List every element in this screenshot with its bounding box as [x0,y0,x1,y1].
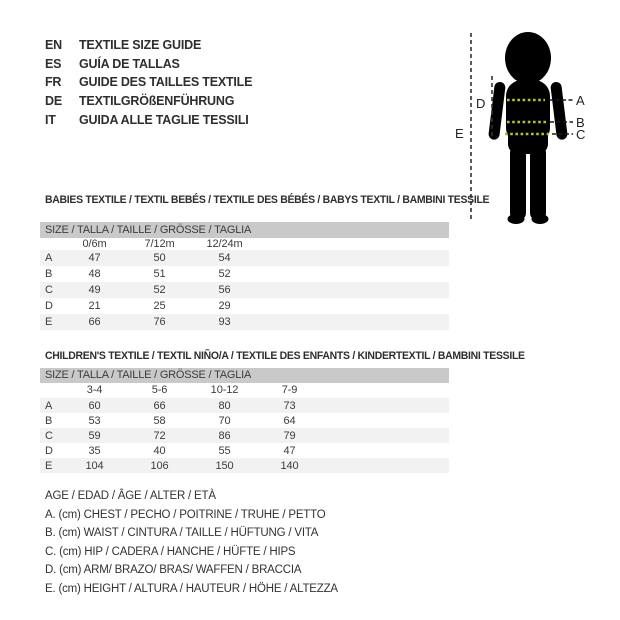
guide-title-en: TEXTILE SIZE GUIDE [79,38,202,53]
measurement-value: 47 [283,444,296,457]
measurement-value: 50 [153,252,166,264]
column-header: 3-4 [86,384,103,396]
guide-title-it: GUIDA ALLE TAGLIE TESSILI [79,112,249,127]
row-label: B [45,268,53,280]
chest-label: A [576,93,585,108]
measurement-value: 64 [283,414,296,427]
height-label: E [455,126,464,141]
legend-line: C. (cm) HIP / CADERA / HANCHE / HÜFTE / HIPS [45,545,296,558]
measurement-value: 66 [88,316,101,328]
measurement-value: 70 [218,414,231,427]
column-header-row [40,237,449,251]
row-label: B [45,414,53,427]
table-row [40,250,449,266]
table-row [40,443,449,458]
guide-title-es: GUÍA DE TALLAS [79,56,180,71]
column-header: 12/24m [206,238,243,250]
measurement-value: 29 [218,300,231,312]
waist-label: B [576,115,585,130]
measurement-value: 150 [215,459,234,472]
measurement-value: 49 [88,284,101,296]
measurement-legend [45,487,338,599]
legend-line: E. (cm) HEIGHT / ALTURA / HAUTEUR / HÖHE / ALTEZZA [45,582,338,595]
measurement-value: 52 [153,284,166,296]
measurement-value: 66 [153,399,166,412]
measurement-value: 93 [218,316,231,328]
column-header: 5-6 [151,384,168,396]
measurement-value: 52 [218,268,231,280]
language-row-en [45,36,252,55]
language-code: IT [45,112,56,127]
table-row [40,398,449,413]
row-label: C [45,284,53,296]
column-header: 7-9 [281,384,298,396]
measurement-value: 86 [218,429,231,442]
table-row [40,458,449,473]
legend-line: AGE / EDAD / ÂGE / ALTER / ETÀ [45,490,216,502]
measurement-value: 140 [280,459,299,472]
babies-column-headers [40,237,449,251]
measurement-value: 48 [88,268,101,280]
measurement-value: 76 [153,316,166,328]
babies-size-header: SIZE / TALLA / TAILLE / GRÖSSE / TAGLIA [40,222,449,238]
babies-table-title: BABIES TEXTILE / TEXTIL BEBÉS / TEXTILE DES BÉBÉS / BABYS TEXTIL / BAMBINI TESSILE [45,194,490,206]
measurement-value: 72 [153,429,166,442]
table-row [40,298,449,314]
column-header: 0/6m [82,238,107,250]
child-silhouette [488,32,568,224]
measurement-value: 55 [218,444,231,457]
measurement-value: 51 [153,268,166,280]
guide-title-fr: GUIDE DES TAILLES TEXTILE [79,75,253,90]
measurement-value: 104 [85,459,104,472]
language-row-es [45,55,252,74]
language-code: FR [45,75,62,90]
measurement-value: 58 [153,414,166,427]
measurement-value: 54 [218,252,231,264]
measurement-value: 25 [153,300,166,312]
table-row [40,266,449,282]
measurement-value: 53 [88,414,101,427]
language-title-list [45,36,252,129]
language-code: EN [45,38,62,53]
arm-label: D [476,96,486,111]
table-row [40,413,449,428]
measurement-value: 106 [150,459,169,472]
column-header: 7/12m [144,238,175,250]
children-table-title: CHILDREN'S TEXTILE / TEXTIL NIÑO/A / TEXTILE DES ENFANTS / KINDERTEXTIL / BAMBINI TESSILE [45,350,525,362]
legend-line: B. (cm) WAIST / CINTURA / TAILLE / HÜFTUNG / VITA [45,527,319,540]
legend-line: D. (cm) ARM/ BRAZO/ BRAS/ WAFFEN / BRACCIA [45,564,302,577]
row-label: D [45,444,53,457]
measurement-value: 59 [88,429,101,442]
children-column-headers [40,383,449,397]
measurement-value: 80 [218,399,231,412]
measurement-value: 73 [283,399,296,412]
measurement-value: 56 [218,284,231,296]
children-table-rows [40,398,449,473]
column-header-row [40,383,449,397]
hip-label: C [576,127,586,142]
table-row [40,428,449,443]
measurement-value: 47 [88,252,101,264]
row-label: D [45,300,53,312]
babies-table-rows [40,250,449,330]
children-size-header: SIZE / TALLA / TAILLE / GRÖSSE / TAGLIA [40,368,449,383]
language-code: ES [45,56,62,71]
legend-line: A. (cm) CHEST / PECHO / POITRINE / TRUHE / PETTO [45,508,326,521]
row-label: A [45,252,53,264]
table-row [40,282,449,298]
language-code: DE [45,94,62,109]
language-row-de [45,92,252,111]
measurement-value: 60 [88,399,101,412]
measurement-value: 40 [153,444,166,457]
row-label: A [45,399,53,412]
column-header: 10-12 [210,384,239,396]
measurement-value: 21 [88,300,101,312]
table-row [40,314,449,330]
measurement-value: 35 [88,444,101,457]
language-row-it [45,110,252,129]
row-label: C [45,429,53,442]
guide-title-de: TEXTILGRÖßENFÜHRUNG [79,94,235,109]
row-label: E [45,316,53,328]
row-label: E [45,459,53,472]
language-row-fr [45,73,252,92]
measurement-value: 79 [283,429,296,442]
